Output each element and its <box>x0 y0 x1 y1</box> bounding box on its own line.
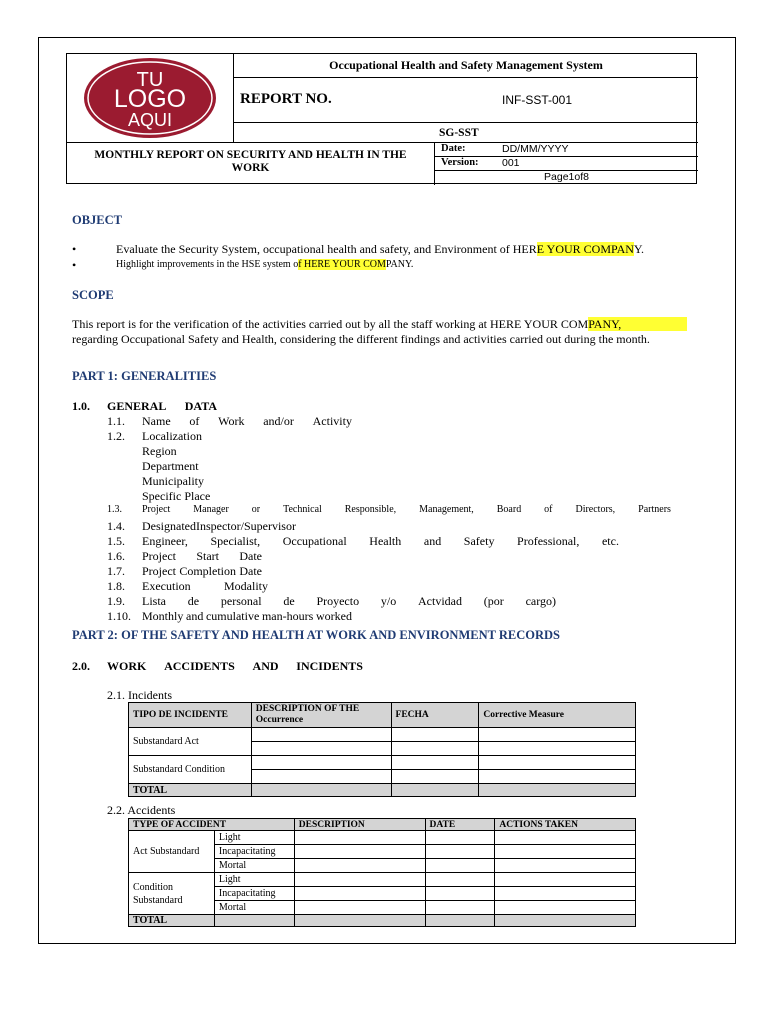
incident-type-cell: Substandard Act <box>129 728 252 756</box>
general-data-list <box>107 414 707 624</box>
list-item-word: Modality <box>224 579 268 593</box>
list-item-number: 1.9. <box>107 594 125 608</box>
list-item-number: 1.2. <box>107 429 125 443</box>
table-cell <box>495 831 636 845</box>
logo-cell <box>67 54 234 143</box>
list-item-number: 1.4. <box>107 519 125 533</box>
table-cell <box>495 859 636 873</box>
list-item-text <box>142 489 210 504</box>
scope-line-1-text: This report is for the verification of the activities carried out by all the staff working at HERE YOUR COM <box>72 317 589 331</box>
table-cell <box>495 887 636 901</box>
table-cell <box>391 742 479 756</box>
list-item-word: Inspector/Supervisor <box>195 519 296 533</box>
scope-line-2: regarding Occupational Safety and Health, considering the different findings and activities carried out during the month. <box>72 332 650 346</box>
version-value: 001 <box>502 157 520 169</box>
list-item <box>107 564 707 579</box>
table-header-cell: ACTIONS TAKEN <box>495 819 636 831</box>
object-bullet-2-highlight: f HERE YOUR COM <box>298 259 386 270</box>
list-item-word: Directors, <box>575 504 616 515</box>
list-item-word: Project <box>142 504 171 515</box>
sg-sst-label: SG-SST <box>234 123 698 143</box>
logo-text-line2: LOGO <box>113 85 187 113</box>
table-cell <box>391 770 479 784</box>
table-header-cell: TIPO DE INCIDENTE <box>129 703 252 728</box>
accident-type-cell: Act Substandard <box>129 831 215 873</box>
list-item-number: 1.3. <box>107 504 122 515</box>
table-row <box>129 728 636 742</box>
object-bullet-2-text: Highlight improvements in the HSE system o <box>116 259 299 270</box>
accident-severity-cell: Mortal <box>214 859 294 873</box>
table-cell <box>251 770 391 784</box>
table-cell <box>425 901 495 915</box>
company-logo <box>67 54 234 143</box>
list-item <box>107 549 707 564</box>
table-cell <box>479 728 636 742</box>
scope-heading: SCOPE <box>72 288 114 302</box>
accident-severity-cell: Light <box>214 831 294 845</box>
list-item-word: Manager <box>193 504 229 515</box>
version-row <box>435 157 698 171</box>
bullet-icon: • <box>72 258 77 272</box>
list-item-number: 1.5. <box>107 534 125 548</box>
document-page <box>38 37 736 944</box>
table-cell <box>425 887 495 901</box>
total-label: TOTAL <box>129 915 215 927</box>
object-bullet-1-text: Evaluate the Security System, occupational health and safety, and Environment of HER <box>116 242 537 256</box>
table-cell <box>294 831 425 845</box>
list-item <box>107 489 707 504</box>
part1-heading: PART 1: GENERALITIES <box>72 369 217 383</box>
general-data-heading <box>72 399 372 414</box>
scope-line-1 <box>72 317 687 332</box>
list-item-word: Occupational <box>282 534 347 548</box>
list-item-word: Specialist, <box>210 534 261 548</box>
table-cell <box>294 873 425 887</box>
list-item-word: or <box>251 504 261 515</box>
list-item-word: Technical <box>283 504 322 515</box>
heading-word: DATA <box>184 399 217 413</box>
list-item <box>107 519 707 534</box>
list-item-word: and/or <box>263 414 294 428</box>
table-row <box>129 756 636 770</box>
list-item-word: Project <box>142 549 176 563</box>
accident-severity-cell: Incapacitating <box>214 887 294 901</box>
heading-word: ACCIDENTS <box>164 659 235 673</box>
list-item-word: worked <box>315 609 352 623</box>
list-item-word: Department <box>142 459 199 473</box>
list-item <box>107 534 707 549</box>
table-header-cell: FECHA <box>391 703 479 728</box>
list-item-word: Completion <box>179 564 236 578</box>
list-item-word: of <box>544 504 553 515</box>
list-item-word: Lista <box>142 594 166 608</box>
table-cell <box>425 859 495 873</box>
list-item-word: Partners <box>638 504 671 515</box>
report-code: INF-SST-001 <box>502 93 573 107</box>
list-item-word: y/o <box>380 594 397 608</box>
table-cell <box>251 756 391 770</box>
date-row <box>435 143 698 157</box>
report-label: REPORT NO. <box>240 91 332 107</box>
list-item-text <box>142 549 262 564</box>
list-item-number: 1.8. <box>107 579 125 593</box>
list-item-word: Municipality <box>142 474 204 488</box>
list-item-word: Date <box>239 564 262 578</box>
section-number: 2.0. <box>72 659 90 673</box>
list-item <box>107 414 707 429</box>
list-item-text <box>142 414 352 429</box>
table-cell <box>391 784 479 797</box>
list-item-word: etc. <box>601 534 619 548</box>
bullet-icon: • <box>72 242 77 256</box>
object-heading: OBJECT <box>72 213 123 227</box>
list-item <box>107 474 707 489</box>
list-item-word: Start <box>196 549 219 563</box>
table-cell <box>294 915 425 927</box>
table-cell <box>495 915 636 927</box>
document-header <box>66 53 697 184</box>
list-item-word: Name <box>142 414 171 428</box>
logo-text-line1: TU <box>136 69 164 91</box>
table-cell <box>391 756 479 770</box>
list-item-word: cargo) <box>525 594 556 608</box>
table-cell <box>294 859 425 873</box>
accidents-table <box>128 818 636 927</box>
list-item-number: 1.6. <box>107 549 125 563</box>
object-bullet-1 <box>72 242 712 257</box>
list-item-number: 1.10. <box>107 609 131 623</box>
list-item-word: de <box>187 594 200 608</box>
list-item-word: Monthly <box>142 609 184 623</box>
date-label: Date: <box>441 143 466 154</box>
table-cell <box>214 915 294 927</box>
table-cell <box>294 887 425 901</box>
table-header-row <box>129 819 636 831</box>
list-item-text <box>142 564 262 579</box>
list-item <box>107 444 707 459</box>
accident-severity-cell: Incapacitating <box>214 845 294 859</box>
list-item-word: Project <box>142 564 176 578</box>
table-header-cell: DESCRIPTION <box>294 819 425 831</box>
scope-line-1-highlight: PANY, <box>588 317 687 331</box>
accident-severity-cell: Light <box>214 873 294 887</box>
list-item-text <box>142 594 556 609</box>
total-label: TOTAL <box>129 784 252 797</box>
list-item <box>107 609 707 624</box>
object-bullet-2-end: PANY. <box>385 259 414 270</box>
list-item-word: de <box>283 594 295 608</box>
date-value: DD/MM/YYYY <box>502 143 569 155</box>
table-cell <box>251 728 391 742</box>
work-accidents-title <box>107 659 363 674</box>
table-cell <box>294 901 425 915</box>
list-item-word: of <box>189 414 200 428</box>
list-item-word: Region <box>142 444 177 458</box>
list-item-number: 1.1. <box>107 414 125 428</box>
object-bullet-1-highlight: E YOUR COMPAN <box>536 242 634 256</box>
list-item-word: personal <box>220 594 262 608</box>
list-item-word: Board <box>496 504 522 515</box>
document-title: MONTHLY REPORT ON SECURITY AND HEALTH IN THE WORK <box>67 143 435 185</box>
list-item-text <box>142 504 671 515</box>
incidents-label: 2.1. Incidents <box>107 688 172 702</box>
list-item <box>107 504 707 519</box>
accident-type-cell: Condition Substandard <box>129 873 215 915</box>
part2-heading: PART 2: OF THE SAFETY AND HEALTH AT WORK AND ENVIRONMENT RECORDS <box>72 628 560 642</box>
system-title: Occupational Health and Safety Management System <box>234 54 698 78</box>
list-item-word: Specific Place <box>142 489 211 503</box>
heading-word: GENERAL <box>107 399 167 413</box>
page-number: Page1of8 <box>544 171 589 183</box>
table-total-row <box>129 784 636 797</box>
object-bullet-1-end: Y. <box>633 242 645 256</box>
table-cell <box>294 845 425 859</box>
list-item-word: Designated <box>142 519 196 533</box>
table-cell <box>425 873 495 887</box>
list-item-text <box>142 429 202 444</box>
list-item-word: Safety <box>463 534 495 548</box>
table-header-row <box>129 703 636 728</box>
accidents-label: 2.2. Accidents <box>107 803 176 817</box>
table-header-cell: Corrective Measure <box>479 703 636 728</box>
list-item-word: Work <box>218 414 245 428</box>
incidents-table <box>128 702 636 797</box>
table-cell <box>425 831 495 845</box>
list-item-word: Localization <box>142 429 202 443</box>
list-item-word: and <box>186 609 204 623</box>
list-item-word: man-hours <box>261 609 314 623</box>
logo-text-line3: AQUI <box>127 110 173 130</box>
list-item-word: cumulative <box>205 609 260 623</box>
list-item-word: Health <box>369 534 402 548</box>
report-number-row <box>234 78 698 123</box>
table-cell <box>479 756 636 770</box>
general-data-title <box>107 399 217 414</box>
list-item-number: 1.7. <box>107 564 125 578</box>
table-cell <box>251 784 391 797</box>
list-item-word: Proyecto <box>316 594 360 608</box>
list-item-word: and <box>423 534 442 548</box>
table-header-cell: TYPE OF ACCIDENT <box>129 819 295 831</box>
table-cell <box>495 901 636 915</box>
table-header-cell: DESCRIPTION OF THE Occurrence <box>251 703 391 728</box>
list-item-word: Activity <box>312 414 352 428</box>
heading-word: INCIDENTS <box>296 659 363 673</box>
accident-severity-cell: Mortal <box>214 901 294 915</box>
table-cell <box>251 742 391 756</box>
work-accidents-heading <box>72 659 372 674</box>
list-item-word: Responsible, <box>344 504 397 515</box>
list-item-text <box>142 474 204 489</box>
list-item <box>107 459 707 474</box>
table-cell <box>479 770 636 784</box>
list-item-word: Execution <box>142 579 191 593</box>
table-cell <box>425 845 495 859</box>
table-cell <box>495 845 636 859</box>
list-item-word: Date <box>239 549 262 563</box>
version-label: Version: <box>441 157 479 168</box>
list-item-word: (por <box>483 594 504 608</box>
table-cell <box>479 742 636 756</box>
section-number: 1.0. <box>72 399 90 413</box>
table-cell <box>391 728 479 742</box>
heading-word: AND <box>252 659 279 673</box>
incident-type-cell: Substandard Condition <box>129 756 252 784</box>
table-cell <box>479 784 636 797</box>
list-item-text <box>142 609 352 624</box>
list-item-text <box>142 519 296 534</box>
table-header-cell: DATE <box>425 819 495 831</box>
table-row <box>129 873 636 887</box>
list-item-text <box>142 459 199 474</box>
list-item-text <box>142 579 268 594</box>
table-cell <box>425 915 495 927</box>
list-item-word: Engineer, <box>142 534 188 548</box>
heading-word: WORK <box>107 659 147 673</box>
object-bullet-2 <box>72 258 712 273</box>
list-item <box>107 594 707 609</box>
list-item-word: Actvidad <box>418 594 462 608</box>
list-item-text <box>142 534 619 549</box>
list-item <box>107 429 707 444</box>
list-item <box>107 579 707 594</box>
list-item-word: Management, <box>419 504 474 515</box>
table-cell <box>495 873 636 887</box>
table-row <box>129 831 636 845</box>
list-item-text <box>142 444 177 459</box>
table-total-row <box>129 915 636 927</box>
list-item-word: Professional, <box>517 534 580 548</box>
